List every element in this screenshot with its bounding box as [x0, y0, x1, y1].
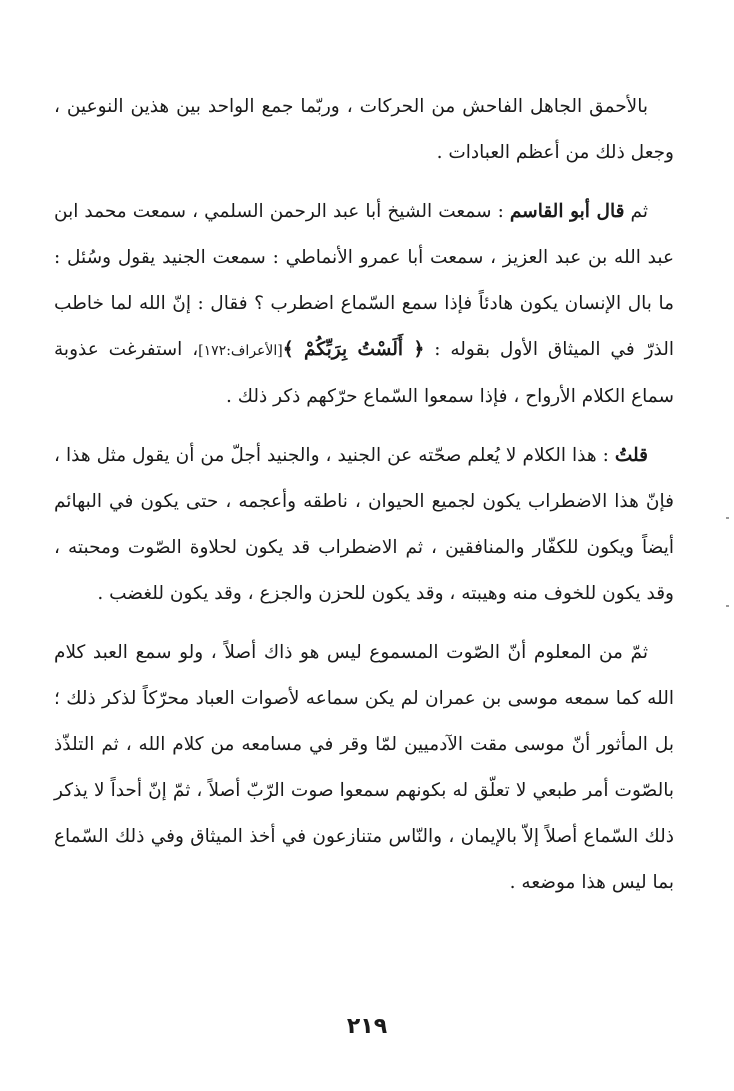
paragraph-1: [54, 84, 674, 176]
verse-reference: [الأعراف:١٧٢]: [198, 343, 283, 359]
paragraph-3: [54, 433, 674, 617]
paragraph-4-text: ثمّ من المعلوم أنّ الصّوت المسموع ليس هو ذاك أصلاً ، ولو سمع العبد كلام الله كما سمعه موسى بن عمران لم يكن سماعه لأصوات العباد محرّكاً لذكر ذلك ؛ بل المأثور أنّ موسى مقت الآدميين لمّا وقر في مسامعه من كلام الله ، ثم التلذّذ بالصّوت أمر طبعي لا تعلّق له بكونهم سمعوا صوت الرّبّ أصلاً ، ثمّ إنّ أحداً لا يذكر ذلك السّماع أصلاً إلاّ بالإيمان ، والنّاس متنازعون في أخذ الميثاق وفي ذلك السّماع بما ليس هذا موضعه .: [54, 642, 674, 893]
margin-tick: [726, 605, 729, 607]
quran-verse: ﴿ أَلَسْتُ بِرَبِّكُمْ ﴾: [282, 339, 425, 360]
paragraph-4: [54, 630, 674, 906]
margin-tick: [726, 517, 729, 519]
paragraph-3-text: : هذا الكلام لا يُعلم صحّته عن الجنيد ، والجنيد أجلّ من أن يقول مثل هذا ، فإنّ هذا الاضطراب يكون لجميع الحيوان ، ناطقه وأعجمه ، حتى يكون في البهائم أيضاً ويكون للكفّار والمنافقين ، ثم الاضطراب قد يكون لحلاوة الصّوت ومحبته ، وقد يكون للخوف منه وهيبته ، وقد يكون للحزن والجزع ، وقد يكون للغضب .: [54, 445, 674, 604]
paragraph-2: [54, 189, 674, 420]
paragraph-2-prefix: ثم: [624, 201, 649, 222]
commentary-lead: قلتُ: [614, 445, 648, 466]
paragraph-2-text-b: ، استفرغت عذوبة سماع الكلام الأرواح ، فإذا سمعوا السّماع حرّكهم ذكر ذلك .: [54, 339, 674, 407]
page-body: [54, 84, 674, 919]
page-number: ٢١٩: [346, 1014, 388, 1039]
speaker-name: قال أبو القاسم: [509, 201, 625, 222]
paragraph-1-text: بالأحمق الجاهل الفاحش من الحركات ، وربّما جمع الواحد بين هذين النوعين ، وجعل ذلك من أعظم العبادات .: [54, 96, 674, 163]
paragraph-2-text-a: : سمعت الشيخ أبا عبد الرحمن السلمي ، سمعت محمد ابن عبد الله بن عبد العزيز ، سمعت أبا عمرو الأنماطي : سمعت الجنيد يقول وسُئل : ما بال الإنسان يكون هادئاً فإذا سمع السّماع اضطرب ؟ فقال : إنّ الله لما خاطب الذرّ في الميثاق الأول بقوله :: [54, 201, 675, 360]
